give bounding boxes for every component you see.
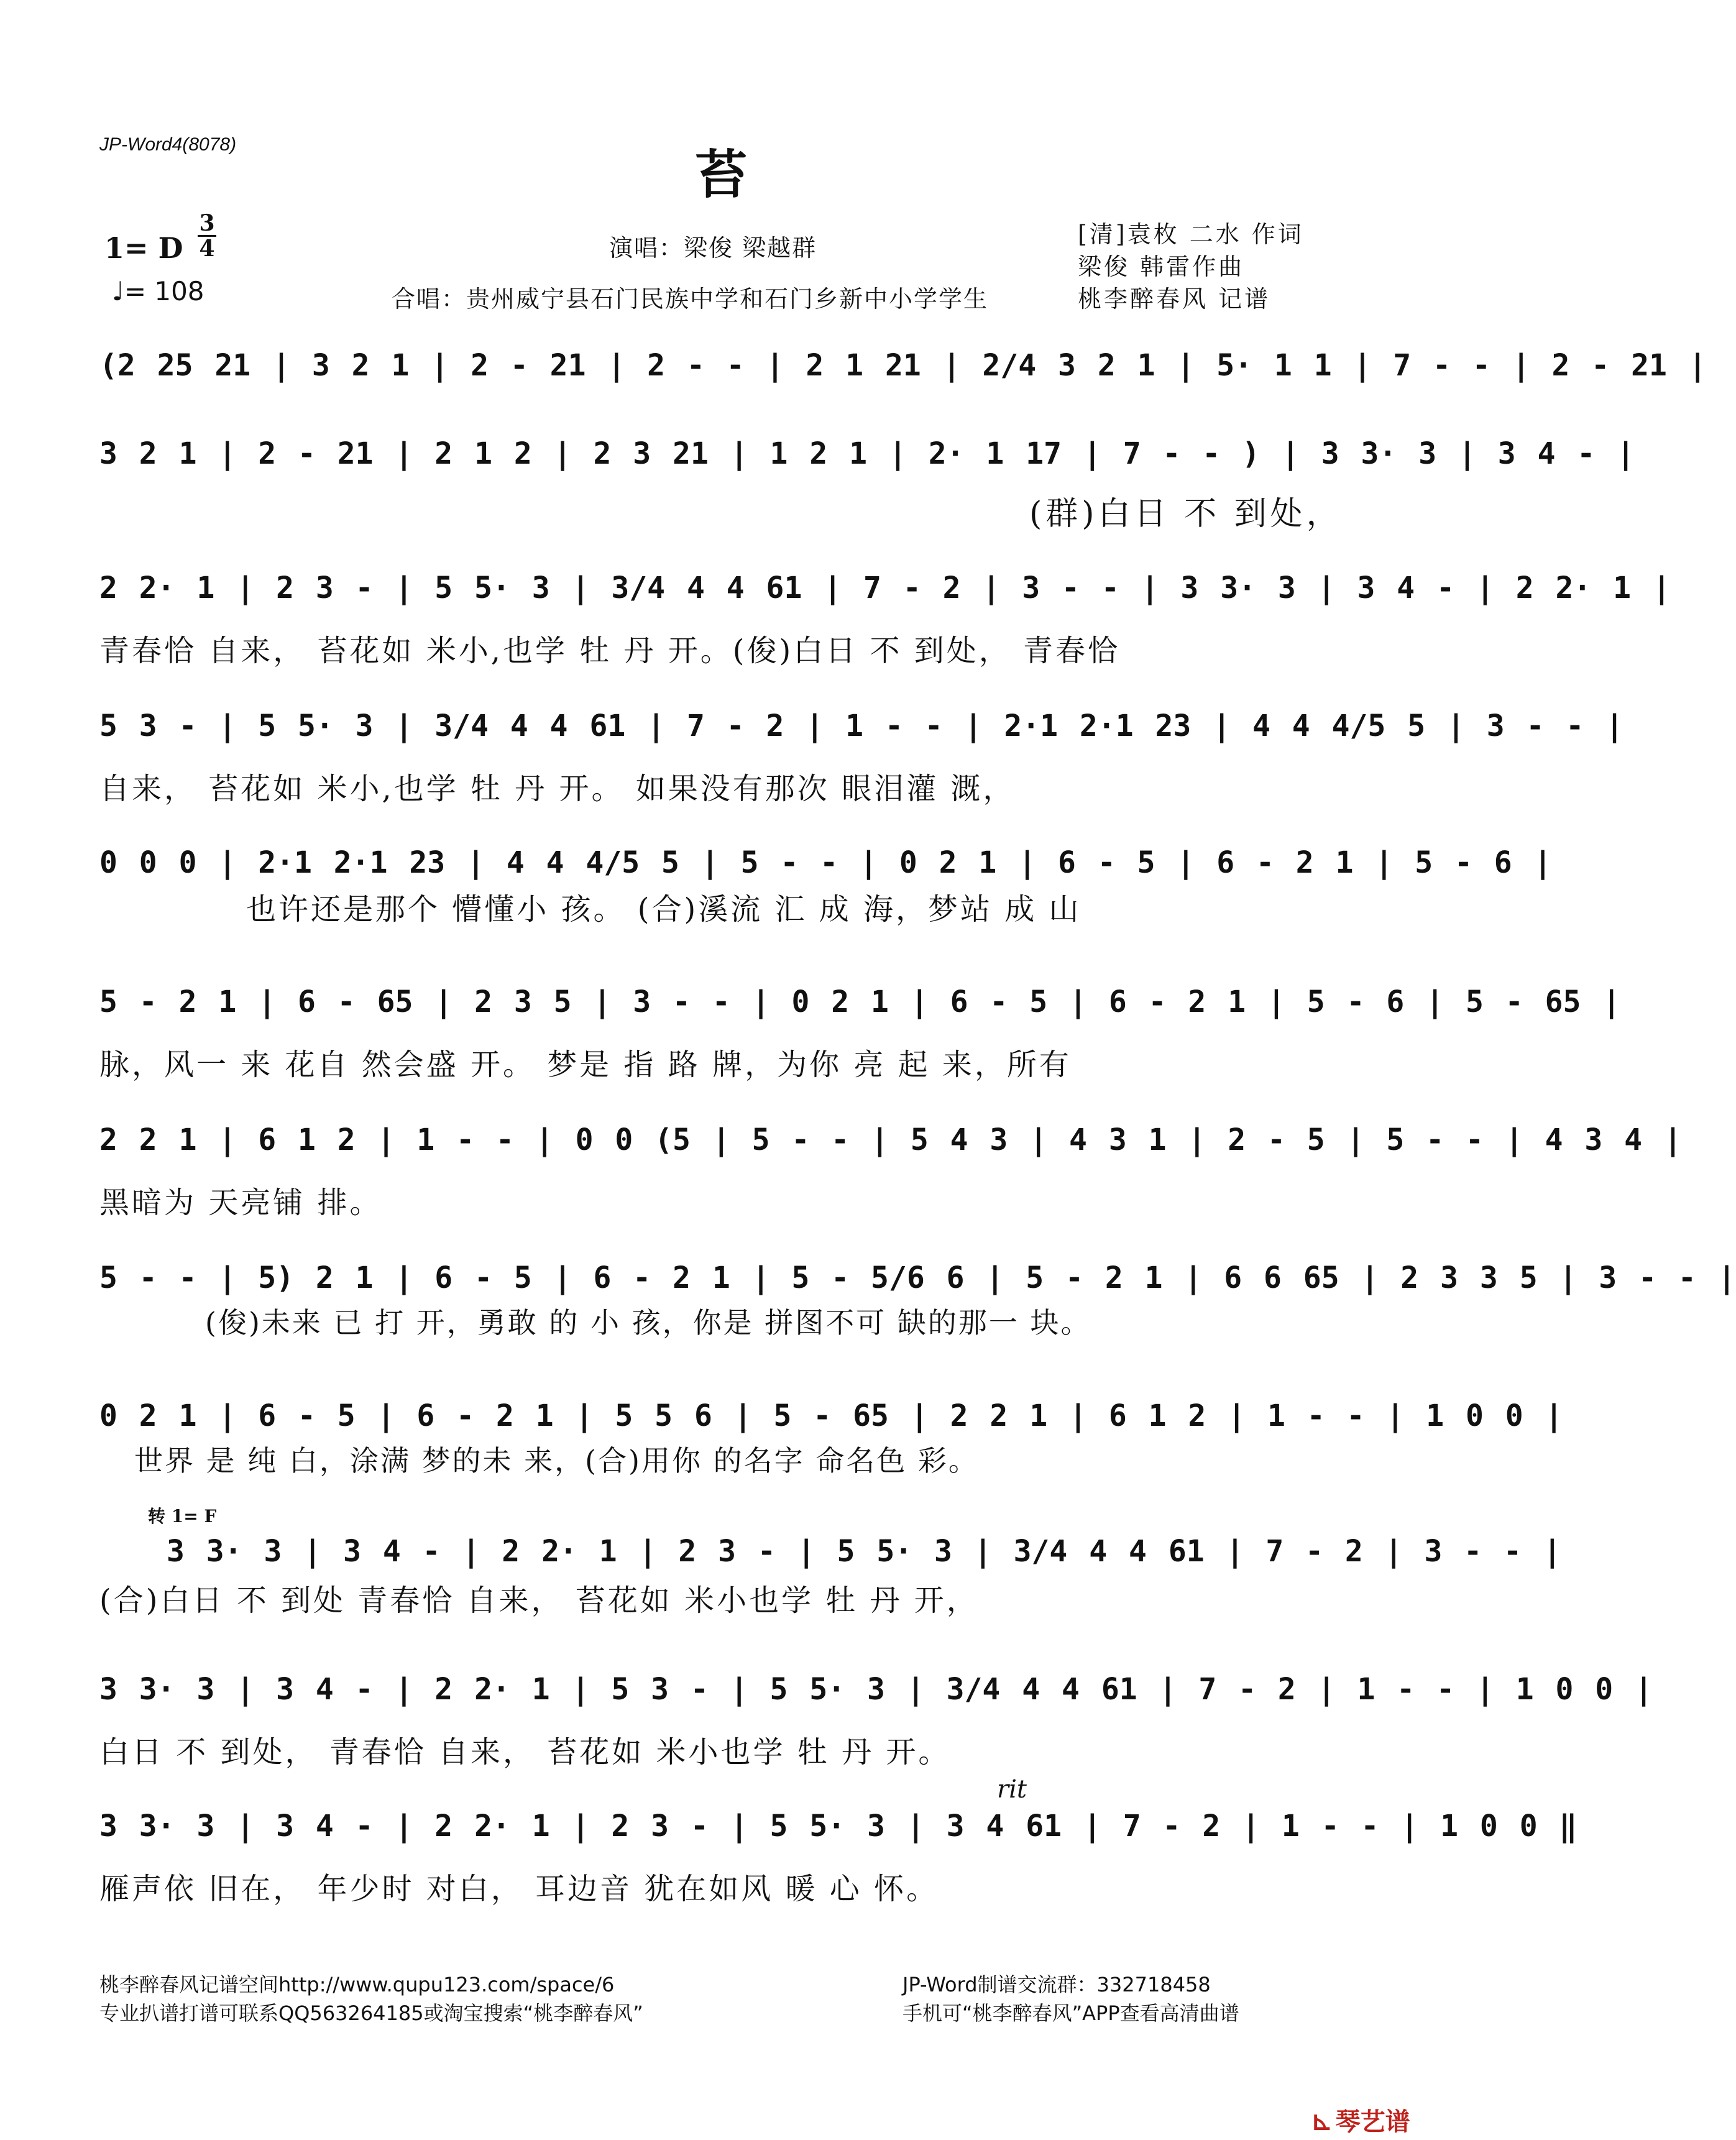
time-signature-top: 3 bbox=[199, 210, 215, 236]
system-6 bbox=[99, 985, 1620, 1083]
lyric-line: 青春恰 自来， 苔花如 米小,也学 牡 丹 开。(俊)白日 不 到处， 青春恰 bbox=[99, 633, 1121, 668]
system-11 bbox=[99, 1672, 1653, 1771]
lyricist-credit: [清]袁枚 二水 作词 bbox=[1078, 221, 1304, 248]
lyric-line: (俊)未来 已 打 开，勇敢 的 小 孩，你是 拼图不可 缺的那一 块。 bbox=[205, 1306, 1091, 1339]
notation-line: 5 - - | 5) 2 1 | 6 - 5 | 6 - 2 1 | 5 - 5/6 6 | 5 - 2 1 | 6 6 65 | 2 3 3 5 | 3 - - | bbox=[99, 1261, 1736, 1295]
quarter-note-icon: ♩ bbox=[112, 276, 124, 306]
modulation-marking: 转 1= F bbox=[148, 1506, 217, 1527]
notation-line: 5 - 2 1 | 6 - 65 | 2 3 5 | 3 - - | 0 2 1 | 6 - 5 | 6 - 2 1 | 5 - 6 | 5 - 65 | bbox=[99, 985, 1621, 1019]
lyric-line: 脉，风一 来 花自 然会盛 开。 梦是 指 路 牌，为你 亮 起 来，所有 bbox=[99, 1047, 1072, 1082]
system-10 bbox=[167, 1534, 1561, 1569]
lyric-line: (合)白日 不 到处 青春恰 自来， 苔花如 米小也学 牡 丹 开， bbox=[99, 1583, 979, 1618]
lyric-line: 雁声依 旧在， 年少时 对白， 耳边音 犹在如风 暖 心 怀。 bbox=[99, 1871, 939, 1906]
lyric-line: 世界 是 纯 白，涂满 梦的未 来，(合)用你 的名字 命名色 彩。 bbox=[134, 1444, 979, 1477]
footer-right-line2: 手机可“桃李醉春风”APP查看高清曲谱 bbox=[902, 2001, 1239, 2025]
footer-right-line1: JP-Word制谱交流群：332718458 bbox=[902, 1973, 1211, 1996]
notation-line: 0 2 1 | 6 - 5 | 6 - 2 1 | 5 5 6 | 5 - 65 | 2 2 1 | 6 1 2 | 1 - - | 1 0 0 | bbox=[99, 1398, 1563, 1433]
system-3 bbox=[99, 571, 1671, 669]
page-title: 苔 bbox=[695, 144, 748, 205]
tempo-marking bbox=[112, 276, 204, 306]
footer-left-line2: 专业扒谱打谱可联系QQ563264185或淘宝搜索“桃李醉春风” bbox=[99, 2001, 643, 2025]
system-12 bbox=[99, 1809, 1577, 1908]
lyric-line: 黑暗为 天亮铺 排。 bbox=[99, 1185, 382, 1220]
system-1 bbox=[99, 348, 1707, 383]
rit-marking: rit bbox=[997, 1775, 1027, 1804]
composer-credit: 梁俊 韩雷作曲 bbox=[1078, 253, 1245, 280]
notation-line: 3 2 1 | 2 - 21 | 2 1 2 | 2 3 21 | 1 2 1 | 2· 1 17 | 7 - - ) | 3 3· 3 | 3 4 - | bbox=[99, 436, 1635, 471]
system-2 bbox=[99, 436, 1635, 471]
system-8 bbox=[99, 1261, 1736, 1295]
brand-watermark bbox=[1311, 2102, 1410, 2138]
system-5 bbox=[99, 845, 1551, 880]
system-9 bbox=[99, 1398, 1563, 1433]
software-label: JP-Word4(8078) bbox=[99, 134, 237, 155]
brand-name: 琴艺谱 bbox=[1335, 2108, 1410, 2136]
system-7 bbox=[99, 1123, 1682, 1221]
notation-line: 3 3· 3 | 3 4 - | 2 2· 1 | 5 3 - | 5 5· 3 | 3/4 4 4 61 | 7 - 2 | 1 - - | 1 0 0 | bbox=[99, 1672, 1653, 1707]
notation-line: 5 3 - | 5 5· 3 | 3/4 4 4 61 | 7 - 2 | 1 - - | 2·1 2·1 23 | 4 4 4/5 5 | 3 - - | bbox=[99, 709, 1624, 743]
singers: 演唱：梁俊 梁越群 bbox=[609, 234, 817, 262]
lyric-line: 自来， 苔花如 米小,也学 牡 丹 开。 如果没有那次 眼泪灌 溉， bbox=[99, 771, 1016, 806]
notation-line: 2 2· 1 | 2 3 - | 5 5· 3 | 3/4 4 4 61 | 7 - 2 | 3 - - | 3 3· 3 | 3 4 - | 2 2· 1 | bbox=[99, 571, 1671, 605]
time-signature bbox=[198, 211, 216, 260]
brand-logo-icon: ⊾ bbox=[1311, 2108, 1333, 2136]
lyric-line: 也许还是那个 懵懂小 孩。 (合)溪流 汇 成 海，梦站 成 山 bbox=[246, 892, 1082, 927]
time-signature-bottom: 4 bbox=[199, 236, 215, 262]
notation-line: 3 3· 3 | 3 4 - | 2 2· 1 | 2 3 - | 5 5· 3 | 3 4 61 | 7 - 2 | 1 - - | 1 0 0 ‖ bbox=[99, 1809, 1578, 1844]
notation-line: 3 3· 3 | 3 4 - | 2 2· 1 | 2 3 - | 5 5· 3 | 3/4 4 4 61 | 7 - 2 | 3 - - | bbox=[167, 1534, 1561, 1569]
footer-left-line1: 桃李醉春风记谱空间http://www.qupu123.com/space/6 bbox=[99, 1973, 615, 1996]
chorus-credit: 合唱：贵州威宁县石门民族中学和石门乡新中小学学生 bbox=[392, 285, 989, 313]
tempo-value: = 108 bbox=[124, 276, 204, 306]
notation-line: (2 25 21 | 3 2 1 | 2 - 21 | 2 - - | 2 1 21 | 2/4 3 2 1 | 5· 1 1 | 7 - - | 2 - 21 | bbox=[99, 348, 1707, 383]
notation-line: 2 2 1 | 6 1 2 | 1 - - | 0 0 (5 | 5 - - | 5 4 3 | 4 3 1 | 2 - 5 | 5 - - | 4 3 4 | bbox=[99, 1123, 1682, 1157]
key-signature: 1= D bbox=[104, 231, 183, 265]
transcriber-credit: 桃李醉春风 记谱 bbox=[1078, 285, 1271, 313]
notation-line: 0 0 0 | 2·1 2·1 23 | 4 4 4/5 5 | 5 - - | 0 2 1 | 6 - 5 | 6 - 2 1 | 5 - 6 | bbox=[99, 845, 1552, 880]
lyric-line: (群)白日 不 到处， bbox=[1029, 495, 1343, 533]
system-4 bbox=[99, 709, 1623, 807]
lyric-line: 白日 不 到处， 青春恰 自来， 苔花如 米小也学 牡 丹 开。 bbox=[99, 1735, 951, 1770]
